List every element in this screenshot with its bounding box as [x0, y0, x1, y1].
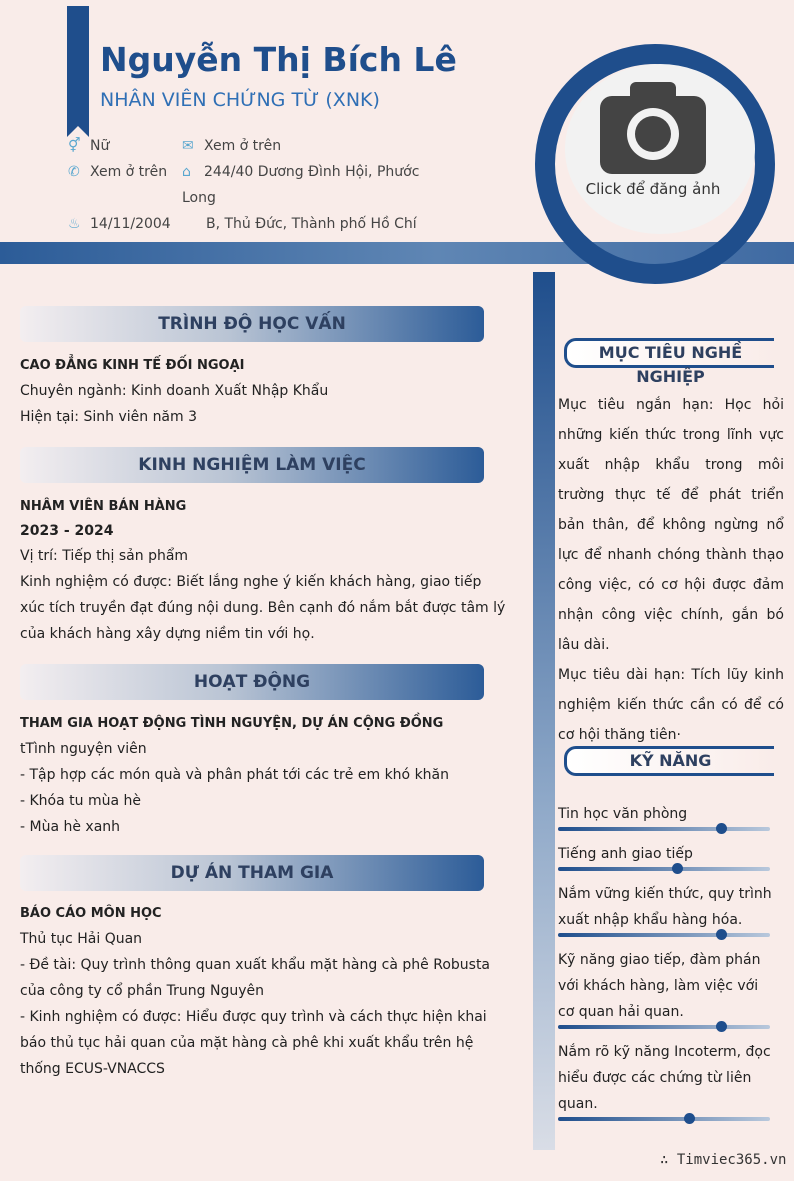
skill-level-knob — [672, 863, 683, 874]
project-line: Thủ tục Hải Quan — [20, 931, 143, 947]
short-term-goal: Mục tiêu ngắn hạn: Học hỏi những kiến thức trong lĩnh vực xuất nhập khẩu trong môi trường thực tế để phát triển bản thân, để không ngừng nổ lực để nhanh chóng thành thạo công việc, có cơ hội được đảm nhận công việc chính, gắn bó lâu dài. — [558, 397, 784, 653]
birthday-value: 14/11/2004 — [90, 216, 171, 232]
candidate-name: Nguyễn Thị Bích Lê — [100, 40, 457, 79]
skill-level-knob — [684, 1113, 695, 1124]
skill-item: Tin học văn phòng — [558, 806, 688, 822]
skill-level-knob — [716, 929, 727, 940]
experience-header — [20, 447, 484, 483]
activity-line: - Mùa hè xanh — [20, 819, 121, 835]
footer-brand[interactable]: ∴ Timviec365.vn — [660, 1152, 787, 1168]
project-line: - Đề tài: Quy trình thông quan xuất khẩu mặt hàng cà phê Robusta của công ty cổ phần Trung Nguyên — [20, 957, 491, 999]
gender-row — [68, 133, 109, 159]
activities-heading: THAM GIA HOẠT ĐỘNG TÌNH NGUYỆN, DỰ ÁN CỘNG ĐỒNG — [20, 716, 444, 731]
right-divider-bar — [533, 272, 555, 1150]
home-icon: ⌂ — [182, 164, 191, 180]
phone-icon: ✆ — [68, 164, 80, 180]
skill-item: Tiếng anh giao tiếp — [558, 846, 693, 862]
long-term-goal: Mục tiêu dài hạn: Tích lũy kinh nghiệm kiến thức cần có để có cơ hội thăng tiên· — [558, 667, 784, 743]
experience-block — [20, 495, 510, 647]
gender-icon: ⚥ — [68, 138, 81, 154]
skills-title: KỸ NĂNG — [629, 751, 712, 770]
experience-role: NHÂM VIÊN BÁN HÀNG — [20, 499, 187, 514]
skill-level-bar — [558, 1117, 770, 1121]
career-goal-text — [558, 390, 784, 750]
skill-level-bar — [558, 1025, 770, 1029]
phone-row — [68, 159, 167, 185]
activities-header — [20, 664, 484, 700]
education-block — [20, 354, 510, 430]
education-line: Hiện tại: Sinh viên năm 3 — [20, 409, 198, 425]
activities-block — [20, 712, 510, 840]
skill-item: Kỹ năng giao tiếp, đàm phán với khách hàng, làm việc với cơ quan hải quan. — [558, 952, 761, 1020]
skill-level-knob — [716, 1021, 727, 1032]
gender-value: Nữ — [90, 138, 110, 154]
education-title: TRÌNH ĐỘ HỌC VẤN — [158, 314, 346, 334]
camera-icon[interactable] — [600, 82, 706, 174]
email-value: Xem ở trên — [204, 138, 282, 154]
education-header — [20, 306, 484, 342]
projects-block — [20, 902, 510, 1082]
birthday-row — [68, 211, 171, 237]
skill-level-bar — [558, 867, 770, 871]
skill-level-bar — [558, 827, 770, 831]
experience-period: 2023 - 2024 — [20, 523, 114, 539]
skill-item: Nắm vững kiến thức, quy trình xuất nhập khẩu hàng hóa. — [558, 886, 772, 928]
career-goal-title: MỤC TIÊU NGHỀ NGHIỆP — [598, 343, 743, 386]
address-line-2: B, Thủ Đức, Thành phố Hồ Chí — [206, 216, 417, 232]
skill-level-bar — [558, 933, 770, 937]
activity-line: tTình nguyện viên — [20, 741, 147, 757]
email-row — [182, 133, 281, 159]
activity-line: - Khóa tu mùa hè — [20, 793, 141, 809]
photo-upload-label[interactable]: Click để đăng ảnh — [585, 180, 721, 198]
skills-header — [564, 746, 774, 776]
skill-item: Nắm rõ kỹ năng Incoterm, đọc hiểu được các chứng từ liên quan. — [558, 1044, 771, 1112]
phone-value: Xem ở trên — [90, 164, 168, 180]
career-goal-header — [564, 338, 774, 386]
address-line-1: 244/40 Dương Đình Hội, Phước Long — [182, 164, 420, 206]
job-title: NHÂN VIÊN CHỨNG TỪ (XNK) — [100, 89, 380, 111]
skill-level-knob — [716, 823, 727, 834]
email-icon: ✉ — [182, 138, 194, 154]
projects-heading: BÁO CÁO MÔN HỌC — [20, 906, 162, 921]
projects-header — [20, 855, 484, 891]
experience-line: Vị trí: Tiếp thị sản phẩm — [20, 548, 189, 564]
school-name: CAO ĐẲNG KINH TẾ ĐỐI NGOẠI — [20, 358, 245, 373]
activity-line: - Tập hợp các món quà và phân phát tới các trẻ em khó khăn — [20, 767, 449, 783]
experience-title: KINH NGHIỆM LÀM VIỆC — [138, 455, 366, 475]
birthday-icon: ♨ — [68, 216, 81, 232]
projects-title: DỰ ÁN THAM GIA — [170, 863, 334, 883]
bookmark-ribbon — [67, 6, 89, 126]
experience-line: Kinh nghiệm có được: Biết lắng nghe ý kiến khách hàng, giao tiếp xúc tích truyền đạt đúng nội dung. Bên cạnh đó nắm bắt được tâm lý của khách hàng xây dựng niềm tin với họ. — [20, 574, 506, 642]
project-line: - Kinh nghiệm có được: Hiểu được quy trình và cách thực hiện khai báo thủ tục hải quan của mặt hàng cà phê khi xuất khẩu trên hệ thống ECUS-VNACCS — [20, 1009, 487, 1077]
activities-title: HOẠT ĐỘNG — [193, 672, 311, 692]
education-line: Chuyên ngành: Kinh doanh Xuất Nhập Khẩu — [20, 383, 329, 399]
